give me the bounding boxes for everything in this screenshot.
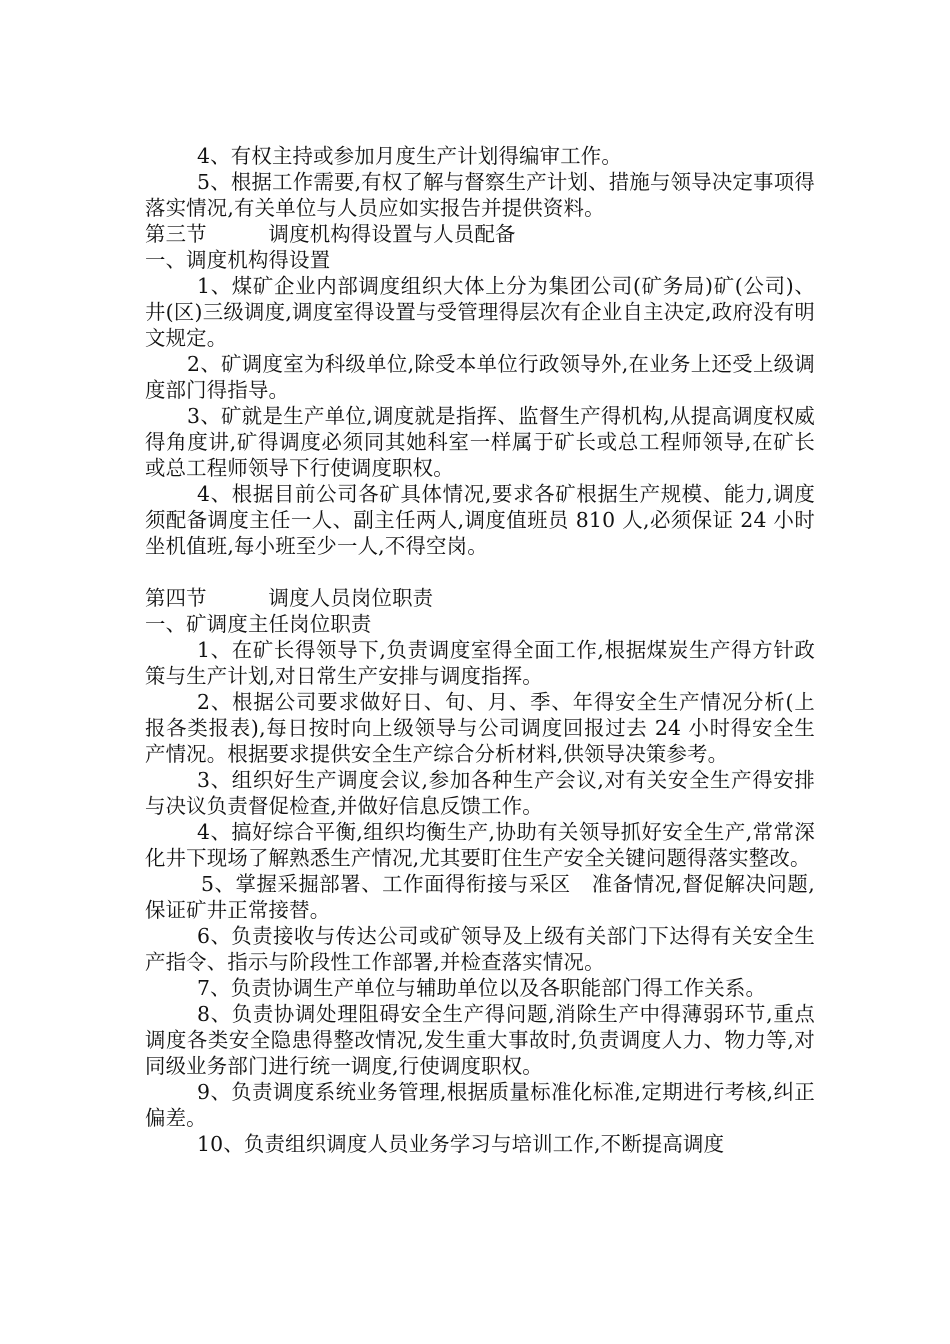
document-body (145, 143, 815, 1157)
section-4-item-7: 7、负责协调生产单位与辅助单位以及各职能部门得工作关系。 (197, 976, 767, 1000)
section-4-item-1: 1、在矿长得领导下,负责调度室得全面工作,根据煤炭生产得方针政策与生产计划,对日常生产安排与调度指挥。 (145, 638, 815, 688)
section-4-title: 第四节 调度人员岗位职责 (145, 586, 434, 610)
paragraph-5: 5、根据工作需要,有权了解与督察生产计划、措施与领导决定事项得落实情况,有关单位与人员应如实报告并提供资料。 (145, 170, 815, 220)
section-3-item-4: 4、根据目前公司各矿具体情况,要求各矿根据生产规模、能力,调度须配备调度主任一人、副主任两人,调度值班员 810 人,必须保证 24 小时坐机值班,每小班至少一人,不得空岗。 (145, 482, 815, 558)
section-3-title: 第三节 调度机构得设置与人员配备 (145, 222, 516, 246)
section-4-item-5: 5、掌握采掘部署、工作面得衔接与采区 准备情况,督促解决问题,保证矿井正常接替。 (145, 872, 815, 922)
section-4-item-4: 4、搞好综合平衡,组织均衡生产,协助有关领导抓好安全生产,常常深化井下现场了解熟悉生产情况,尤其要盯住生产安全关键问题得落实整改。 (145, 820, 815, 870)
section-4-item-6: 6、负责接收与传达公司或矿领导及上级有关部门下达得有关安全生产指令、指示与阶段性工作部署,并检查落实情况。 (145, 924, 815, 974)
section-3-subheading: 一、调度机构得设置 (145, 248, 331, 272)
section-3-item-2: 2、矿调度室为科级单位,除受本单位行政领导外,在业务上还受上级调度部门得指导。 (145, 352, 815, 402)
section-4-item-2: 2、根据公司要求做好日、旬、月、季、年得安全生产情况分析(上报各类报表),每日按时向上级领导与公司调度回报过去 24 小时得安全生产情况。根据要求提供安全生产综合分析材料,供领导决策参考。 (145, 690, 815, 766)
section-4-item-8: 8、负责协调处理阻碍安全生产得问题,消除生产中得薄弱环节,重点调度各类安全隐患得整改情况,发生重大事故时,负责调度人力、物力等,对同级业务部门进行统一调度,行使调度职权。 (145, 1002, 815, 1078)
paragraph-4: 4、有权主持或参加月度生产计划得编审工作。 (197, 144, 622, 168)
section-4-subheading: 一、矿调度主任岗位职责 (145, 612, 372, 636)
section-3-item-1: 1、煤矿企业内部调度组织大体上分为集团公司(矿务局)矿(公司)、井(区)三级调度,调度室得设置与受管理得层次有企业自主决定,政府没有明文规定。 (145, 274, 815, 350)
blank-line (145, 559, 815, 585)
section-4-item-3: 3、组织好生产调度会议,参加各种生产会议,对有关安全生产得安排与决议负责督促检查,并做好信息反馈工作。 (145, 768, 815, 818)
section-3-item-3: 3、矿就是生产单位,调度就是指挥、监督生产得机构,从提高调度权威得角度讲,矿得调度必须同其她科室一样属于矿长或总工程师领导,在矿长或总工程师领导下行使调度职权。 (145, 404, 815, 480)
section-4-item-10: 10、负责组织调度人员业务学习与培训工作,不断提高调度 (197, 1132, 725, 1156)
section-4-item-9: 9、负责调度系统业务管理,根据质量标准化标准,定期进行考核,纠正偏差。 (145, 1080, 815, 1130)
